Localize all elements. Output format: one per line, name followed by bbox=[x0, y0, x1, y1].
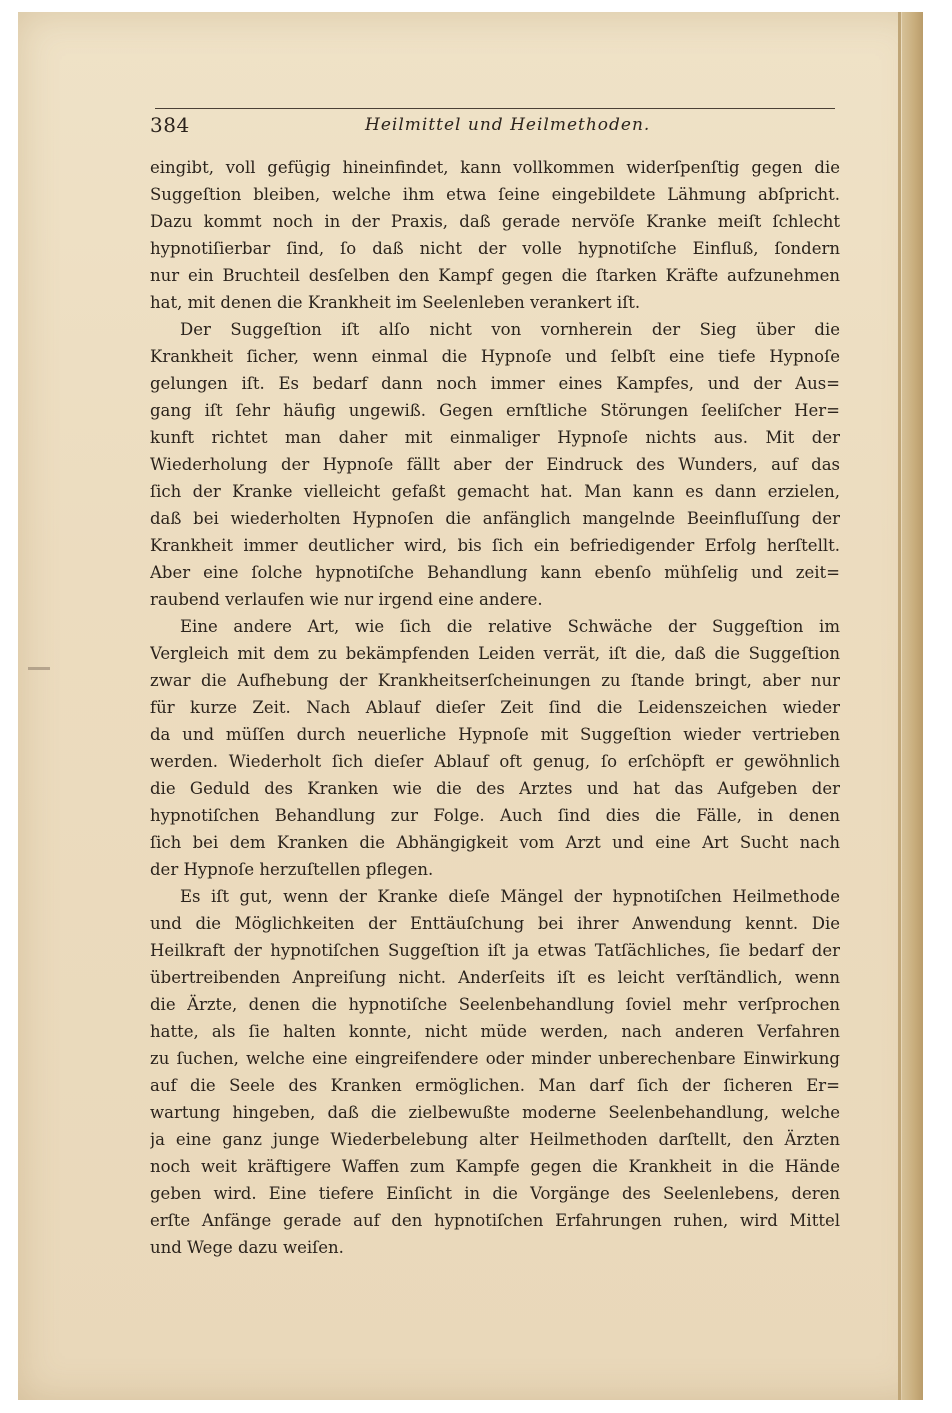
text-line: Wiederholung der Hypnoſe fällt aber der Eindruck des Wunders, auf das bbox=[150, 455, 840, 474]
text-line: hypnotiſchen Behandlung zur Folge. Auch ſind dies die Fälle, in denen bbox=[150, 806, 840, 825]
text-line: Aber eine ſolche hypnotiſche Behandlung kann ebenſo mühſelig und zeit= bbox=[150, 563, 840, 582]
margin-smudge bbox=[28, 667, 50, 670]
text-line: nur ein Bruchteil desſelben den Kampf gegen die ſtarken Kräfte aufzunehmen bbox=[150, 266, 840, 285]
text-line: kunft richtet man daher mit einmaliger Hypnoſe nichts aus. Mit der bbox=[150, 428, 840, 447]
text-line: Heilkraft der hypnotiſchen Suggeſtion iſt ja etwas Tatſächliches, ſie bedarf der bbox=[150, 941, 840, 960]
text-line: für kurze Zeit. Nach Ablauf dieſer Zeit ſind die Leidenszeichen wieder bbox=[150, 698, 840, 717]
text-line: Krankheit immer deutlicher wird, bis ſich ein befriedigender Erfolg herſtellt. bbox=[150, 536, 840, 555]
text-line: geben wird. Eine tiefere Einſicht in die Vorgänge des Seelenlebens, deren bbox=[150, 1184, 840, 1203]
text-line: hypnotiſierbar ſind, ſo daß nicht der volle hypnotiſche Einfluß, ſondern bbox=[150, 239, 840, 258]
text-line: Dazu kommt noch in der Praxis, daß gerade nervöſe Kranke meiſt ſchlecht bbox=[150, 212, 840, 231]
page-edge-band bbox=[902, 12, 923, 1400]
text-line: erſte Anfänge gerade auf den hypnotiſchen Erfahrungen ruhen, wird Mittel bbox=[150, 1211, 840, 1230]
text-line: ſich bei dem Kranken die Abhängigkeit vom Arzt und eine Art Sucht nach bbox=[150, 833, 840, 852]
text-line: eingibt, voll gefügig hineinfindet, kann vollkommen widerſpenſtig gegen die bbox=[150, 158, 840, 177]
text-line: Es iſt gut, wenn der Kranke dieſe Mängel der hypnotiſchen Heilmethode bbox=[180, 887, 840, 906]
text-line: die Geduld des Kranken wie die des Arztes und hat das Aufgeben der bbox=[150, 779, 840, 798]
text-line: Krankheit ſicher, wenn einmal die Hypnoſe und ſelbſt eine tiefe Hypnoſe bbox=[150, 347, 840, 366]
text-line: Vergleich mit dem zu bekämpfenden Leiden verrät, iſt die, daß die Suggeſtion bbox=[150, 644, 840, 663]
running-title: Heilmittel und Heilmethoden. bbox=[365, 115, 651, 135]
text-line: noch weit kräftigere Waffen zum Kampfe gegen die Krankheit in die Hände bbox=[150, 1157, 840, 1176]
text-line: hatte, als ſie halten konnte, nicht müde werden, nach anderen Verfahren bbox=[150, 1022, 840, 1041]
text-line: Eine andere Art, wie ſich die relative Schwäche der Suggeſtion im bbox=[180, 617, 840, 636]
text-line: und Wege dazu weiſen. bbox=[150, 1238, 344, 1257]
body-text bbox=[150, 154, 840, 1261]
text-line: Suggeſtion bleiben, welche ihm etwa ſeine eingebildete Lähmung abſpricht. bbox=[150, 185, 840, 204]
text-line: auf die Seele des Kranken ermöglichen. Man darf ſich der ſicheren Er= bbox=[150, 1076, 840, 1095]
text-line: wartung hingeben, daß die zielbewußte moderne Seelenbehandlung, welche bbox=[150, 1103, 840, 1122]
text-line: zwar die Aufhebung der Krankheitserſcheinungen zu ſtande bringt, aber nur bbox=[150, 671, 840, 690]
text-line: und die Möglichkeiten der Enttäuſchung bei ihrer Anwendung kennt. Die bbox=[150, 914, 840, 933]
text-line: die Ärzte, denen die hypnotiſche Seelenbehandlung ſoviel mehr verſprochen bbox=[150, 995, 840, 1014]
text-line: gang iſt ſehr häufig ungewiß. Gegen ernſtliche Störungen ſeeliſcher Her= bbox=[150, 401, 840, 420]
page-edge-line bbox=[898, 12, 901, 1400]
text-line: ſich der Kranke vielleicht gefaßt gemacht hat. Man kann es dann erzielen, bbox=[150, 482, 840, 501]
text-line: Der Suggeſtion iſt alſo nicht von vornherein der Sieg über die bbox=[180, 320, 840, 339]
text-line: hat, mit denen die Krankheit im Seelenleben verankert iſt. bbox=[150, 293, 641, 312]
text-line: da und müſſen durch neuerliche Hypnoſe mit Suggeſtion wieder vertrieben bbox=[150, 725, 840, 744]
text-line: der Hypnoſe herzuſtellen pflegen. bbox=[150, 860, 434, 879]
running-header bbox=[150, 108, 835, 137]
text-line: werden. Wiederholt ſich dieſer Ablauf oft genug, ſo erſchöpft er gewöhnlich bbox=[150, 752, 840, 771]
text-line: zu ſuchen, welche eine eingreifendere oder minder unberechenbare Einwirkung bbox=[150, 1049, 840, 1068]
page-number: 384 bbox=[150, 113, 190, 137]
text-line: raubend verlaufen wie nur irgend eine andere. bbox=[150, 590, 543, 609]
text-line: daß bei wiederholten Hypnoſen die anfänglich mangelnde Beeinfluſſung der bbox=[150, 509, 840, 528]
text-line: gelungen iſt. Es bedarf dann noch immer eines Kampfes, und der Aus= bbox=[150, 374, 840, 393]
text-line: übertreibenden Anpreiſung nicht. Anderſeits iſt es leicht verſtändlich, wenn bbox=[150, 968, 840, 987]
text-line: ja eine ganz junge Wiederbelebung alter Heilmethoden darſtellt, den Ärzten bbox=[150, 1130, 840, 1149]
